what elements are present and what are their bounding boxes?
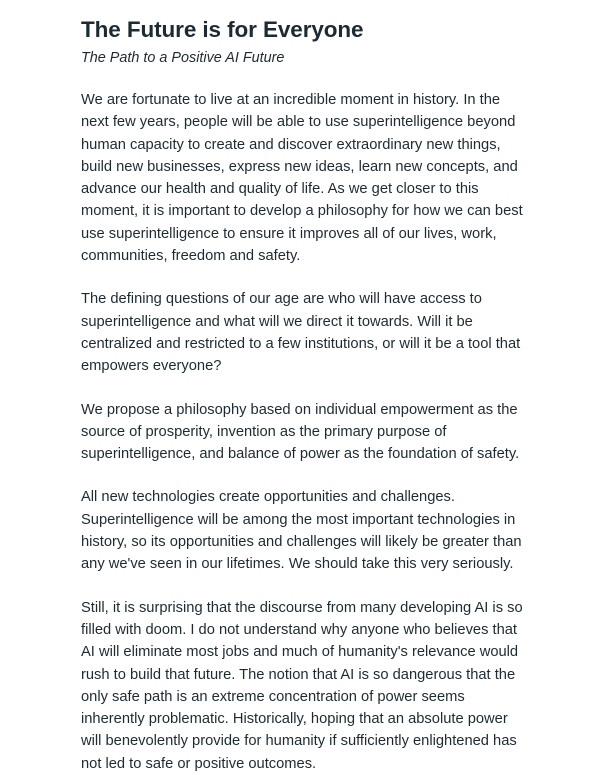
article (81, 16, 526, 775)
paragraph-5: Still, it is surprising that the discourse from many developing AI is so filled with doom. I do not understand why anyone who believes that AI will eliminate most jobs and much of humanity's relevance would rush to build that future. The notion that AI is so dangerous that the only safe path is an extreme concentration of power seems inherently problematic. Historically, hoping that an absolute power will benevolently provide for humanity if sufficiently enlightened has not led to safe or positive outcomes. (81, 599, 523, 772)
article-subtitle: The Path to a Positive AI Future (81, 50, 285, 66)
paragraph-3: We propose a philosophy based on individual empowerment as the source of prosperity, invention as the primary purpose of superintelligence, and balance of power as the foundation of safety. (81, 401, 520, 463)
paragraph-4: All new technologies create opportunities and challenges. Superintelligence will be among the most important technologies in history, so its opportunities and challenges will likely be greater than any we've seen in our lifetimes. We should take this very seriously. (81, 489, 522, 573)
paragraph-1: We are fortunate to live at an incredible moment in history. In the next few years, people will be able to use superintelligence beyond human capacity to create and discover extraordinary new things, build new businesses, express new ideas, learn new concepts, and advance our health and quality of life. As we get closer to this moment, it is important to develop a philosophy for how we can best use superintelligence to ensure it improves all of our lives, work, communities, freedom and safety. (81, 92, 523, 265)
paragraph-2: The defining questions of our age are who will have access to superintelligence and what will we direct it towards. Will it be centralized and restricted to a few institutions, or will it be a tool that empowers everyone? (81, 291, 521, 375)
article-title: The Future is for Everyone (81, 17, 364, 42)
